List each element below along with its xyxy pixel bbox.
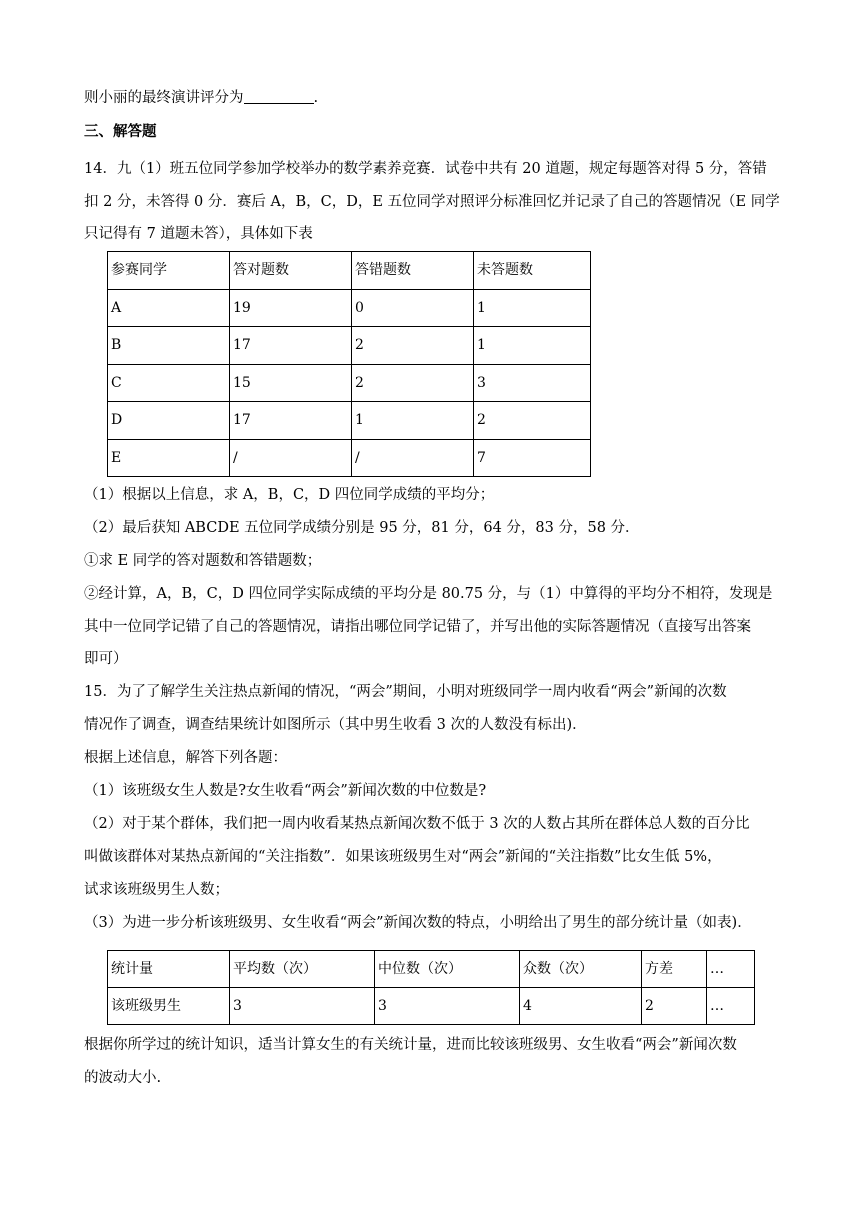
table-row [108,289,591,327]
table-cell: B [108,327,230,365]
header-cell: 未答题数 [474,252,591,290]
q14-sub-2b-line-2: 其中一位同学记错了自己的答题情况，请指出哪位同学记错了，并写出他的实际答题情况（直接写出答案 [84,619,751,635]
table-cell: 1 [474,289,591,327]
table-cell: 2 [352,364,474,402]
header-cell: 答错题数 [352,252,474,290]
table-row [108,327,591,365]
q15-line-3: 根据上述信息，解答下列各题： [84,750,287,766]
header-cell: … [707,951,755,988]
q15-sub-2-line-2: 叫做该群体对某热点新闻的“关注指数”．如果该班级男生对“两会”新闻的“关注指数”比女生低 5%， [84,849,722,865]
q14-sub-1: （1）根据以上信息，求 A，B，C，D 四位同学成绩的平均分； [84,487,495,503]
q15-sub-1: （1）该班级女生人数是?女生收看“两会”新闻次数的中位数是? [84,783,487,799]
table-cell: 17 [230,327,352,365]
q14-line-2: 扣 2 分，未答得 0 分．赛后 A，B，C，D，E 五位同学对照评分标准回忆并记录了自己的答题情况（E 同学 [84,194,780,210]
table-cell: D [108,402,230,440]
table-cell: 1 [474,327,591,365]
header-cell: 中位数（次） [375,951,520,988]
header-cell: 参赛同学 [108,252,230,290]
q13-text: 则小丽的最终演讲评分为 [84,90,244,106]
table-cell: 17 [230,402,352,440]
table-cell: 4 [520,988,642,1025]
table-cell: / [230,439,352,477]
table-row [108,439,591,477]
q15-line-2: 情况作了调查，调查结果统计如图所示（其中男生收看 3 次的人数没有标出)． [84,717,587,733]
header-cell: 众数（次） [520,951,642,988]
section-heading: 三、解答题 [84,123,157,140]
table-cell: 3 [375,988,520,1025]
q13-period: . [313,90,319,106]
header-cell: 方差 [642,951,707,988]
table-row [108,988,755,1025]
table-cell: 3 [474,364,591,402]
answer-blank [244,89,314,104]
table-cell: 2 [352,327,474,365]
q14-sub-2a: ①求 E 同学的答对题数和答错题数； [84,553,322,569]
table-cell: 该班级男生 [108,988,230,1025]
header-cell: 答对题数 [230,252,352,290]
q15-sub-2-line-3: 试求该班级男生人数； [84,882,229,898]
q14-sub-2b-line-1: ②经计算，A，B，C，D 四位同学实际成绩的平均分是 80.75 分，与（1）中算得的平均分不相符，发现是 [84,586,773,602]
table-cell: 15 [230,364,352,402]
header-cell: 统计量 [108,951,230,988]
q14-sub-2b-line-3: 即可） [84,651,128,667]
answer-record-table [107,251,591,477]
q13-tail [84,88,318,108]
table-header-row [108,252,591,290]
table-cell: … [707,988,755,1025]
table-cell: 1 [352,402,474,440]
q15-end-line-2: 的波动大小. [84,1070,162,1086]
q14-line-3: 只记得有 7 道题未答），具体如下表 [84,226,313,242]
table-cell: 19 [230,289,352,327]
table-cell: A [108,289,230,327]
q15-line-1: 15．为了了解学生关注热点新闻的情况，“两会”期间，小明对班级同学一周内收看“两会”新闻的次数 [84,684,727,700]
table-cell: 0 [352,289,474,327]
table-cell: / [352,439,474,477]
table-cell: 3 [230,988,375,1025]
q15-sub-2-line-1: （2）对于某个群体，我们把一周内收看某热点新闻次数不低于 3 次的人数占其所在群体总人数的百分比 [84,816,750,832]
table-cell: E [108,439,230,477]
boys-statistics-table [107,950,755,1025]
table-cell: C [108,364,230,402]
table-cell: 7 [474,439,591,477]
table-row [108,402,591,440]
q15-end-line-1: 根据你所学过的统计知识，适当计算女生的有关统计量，进而比较该班级男、女生收看“两会”新闻次数 [84,1037,737,1053]
q14-sub-2: （2）最后获知 ABCDE 五位同学成绩分别是 95 分，81 分，64 分，83 分，58 分． [84,520,640,536]
q15-sub-3: （3）为进一步分析该班级男、女生收看“两会”新闻次数的特点，小明给出了男生的部分统计量（如表)． [84,915,752,931]
header-cell: 平均数（次） [230,951,375,988]
q14-line-1: 14．九（1）班五位同学参加学校举办的数学素养竞赛．试卷中共有 20 道题，规定每题答对得 5 分，答错 [84,161,767,177]
table-cell: 2 [642,988,707,1025]
table-cell: 2 [474,402,591,440]
table-row [108,364,591,402]
table-header-row [108,951,755,988]
